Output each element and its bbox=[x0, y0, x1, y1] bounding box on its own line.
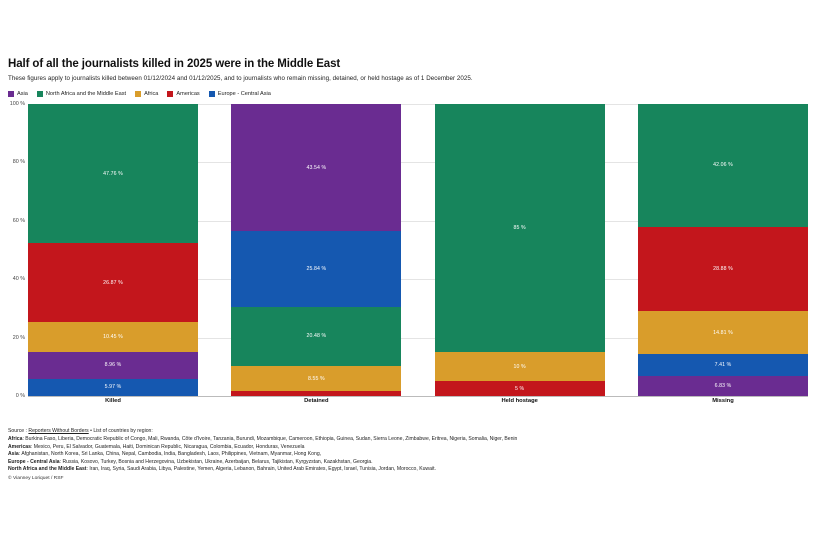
bar-segment[interactable] bbox=[435, 381, 605, 396]
x-axis-labels bbox=[28, 398, 808, 404]
bar-segment[interactable] bbox=[231, 307, 401, 367]
stacked-bar[interactable] bbox=[435, 104, 605, 396]
x-axis-category-label: Killed bbox=[105, 398, 121, 404]
legend-label: Americas bbox=[176, 91, 200, 97]
region-line bbox=[8, 466, 812, 473]
region-countries: : Mexico, Peru, El Salvador, Guatemala, Haiti, Dominican Republic, Nicaragua, Colombia, Ecuador, Honduras, Venezuela bbox=[30, 443, 305, 450]
bar-segment-label: 8.96 % bbox=[104, 362, 122, 369]
bar-segment[interactable] bbox=[28, 104, 198, 243]
bar-segment-label: 10 % bbox=[513, 363, 526, 370]
source-link[interactable]: Reporters Without Borders bbox=[28, 428, 89, 434]
legend-swatch-icon bbox=[135, 91, 141, 97]
bar-segment-label: 28.88 % bbox=[713, 265, 733, 272]
stacked-bar[interactable] bbox=[231, 104, 401, 396]
bar-segment-label: 14.81 % bbox=[713, 329, 733, 336]
bar-segment[interactable] bbox=[28, 352, 198, 378]
legend-label: Asia bbox=[17, 91, 28, 97]
legend-label: North Africa and the Middle East bbox=[45, 91, 127, 97]
y-axis-tick-label: 100 % bbox=[9, 101, 25, 107]
bar-segment[interactable] bbox=[638, 376, 808, 396]
stacked-bar[interactable] bbox=[638, 104, 808, 396]
bar-segment[interactable] bbox=[231, 366, 401, 391]
x-axis-category-label: Detained bbox=[304, 398, 329, 404]
chart-area bbox=[9, 101, 808, 414]
chart-footer bbox=[8, 428, 812, 482]
y-axis bbox=[8, 101, 28, 399]
chart-legend bbox=[8, 89, 812, 99]
region-countries: : Iran, Iraq, Syria, Saudi Arabia, Libya, Palestine, Yemen, Algeria, Lebanon, Bahrain, United Arab Emirates, Egypt, Israel, Tunisia, Jordan, Morocco, Kuwait. bbox=[86, 465, 436, 472]
region-line bbox=[8, 451, 812, 458]
y-axis-tick-label: 0 % bbox=[15, 393, 25, 399]
bar-segment-label: 85 % bbox=[513, 225, 526, 232]
legend-item[interactable] bbox=[135, 91, 158, 97]
legend-item[interactable] bbox=[8, 91, 28, 97]
bar-segment-label: 43.54 % bbox=[306, 164, 327, 171]
bar-segment[interactable] bbox=[28, 322, 198, 353]
legend-label: Europe - Central Asia bbox=[217, 91, 271, 97]
bar-segment-label: 8.55 % bbox=[307, 375, 325, 382]
stacked-bar[interactable] bbox=[28, 104, 198, 396]
region-countries: : Burkina Faso, Liberia, Democratic Republic of Congo, Mali, Rwanda, Côte d'Ivoire, Tanzania, Burundi, Mozambique, Cameroon, Ethiopia, Guinea, Sudan, Sierra Leone, Zimbabwe, Eritrea, Nigeria, Somalia, Niger, Benin bbox=[22, 436, 518, 443]
legend-item[interactable] bbox=[37, 91, 126, 97]
bar-segment-label: 7.41 % bbox=[714, 362, 732, 369]
bar-segment-label: 20.48 % bbox=[306, 333, 327, 340]
bar-segment-label: 10.45 % bbox=[103, 334, 123, 341]
region-country-list bbox=[8, 436, 812, 473]
region-countries: : Afghanistan, North Korea, Sri Lanka, China, Nepal, Cambodia, India, Bangladesh, Laos, Philippines, Vietnam, Myanmar, Hong Kong, bbox=[18, 451, 322, 458]
page-title: Half of all the journalists killed in 2025 were in the Middle East bbox=[8, 58, 341, 70]
bar-segment-label: 42.06 % bbox=[713, 162, 733, 169]
bar-segment[interactable] bbox=[435, 104, 605, 352]
region-name: Asia bbox=[8, 451, 19, 458]
chart-subtitle: These figures apply to journalists killed between 01/12/2024 and 01/12/2025, and to journalists who remain missing, detained, or held hostage as of 1 December 2025. bbox=[8, 75, 473, 82]
bar-segment-label: 25.84 % bbox=[306, 265, 327, 272]
bar-segment[interactable] bbox=[638, 311, 808, 354]
bar-segment[interactable] bbox=[638, 104, 808, 227]
bar-segment[interactable] bbox=[638, 227, 808, 311]
bar-segment[interactable] bbox=[638, 354, 808, 376]
region-line bbox=[8, 459, 812, 466]
region-name: Europe - Central Asia bbox=[8, 458, 60, 465]
region-countries: : Russia, Kosovo, Turkey, Bosnia and Herzegovina, Uzbekistan, Ukraine, Azerbaijan, Belarus, Tajikistan, Kyrgyzstan, Kazakhstan, Georgia. bbox=[59, 458, 373, 465]
legend-swatch-icon bbox=[8, 91, 14, 97]
source-prefix: Source : bbox=[8, 428, 29, 434]
legend-item[interactable] bbox=[167, 91, 199, 97]
plot-bars bbox=[28, 104, 808, 396]
region-name: Americas bbox=[8, 443, 31, 450]
bar-segment[interactable] bbox=[28, 379, 198, 396]
bar-segment-label: 6.83 % bbox=[714, 382, 732, 389]
region-line bbox=[8, 444, 812, 451]
bar-segment-label: 26.87 % bbox=[103, 279, 123, 286]
region-name: Africa bbox=[8, 436, 23, 443]
bar-segment[interactable] bbox=[435, 352, 605, 381]
y-axis-tick-label: 20 % bbox=[12, 334, 25, 341]
source-suffix: • List of countries by region: bbox=[88, 428, 153, 434]
bar-segment[interactable] bbox=[28, 243, 198, 321]
chart-content bbox=[8, 58, 812, 488]
y-axis-tick-label: 60 % bbox=[12, 217, 25, 224]
legend-swatch-icon bbox=[167, 91, 173, 97]
legend-swatch-icon bbox=[209, 91, 215, 97]
x-axis-category-label: Held hostage bbox=[501, 398, 538, 404]
bar-segment-label: 47.76 % bbox=[103, 170, 123, 177]
bar-segment-label: 5.97 % bbox=[104, 384, 122, 391]
legend-swatch-icon bbox=[37, 91, 43, 97]
y-axis-tick-label: 40 % bbox=[12, 276, 25, 283]
bar-segment-label: 5 % bbox=[515, 385, 525, 392]
bar-segment[interactable] bbox=[231, 391, 401, 396]
bar-segment[interactable] bbox=[231, 104, 401, 231]
x-axis-category-label: Missing bbox=[712, 398, 734, 404]
region-line bbox=[8, 436, 812, 443]
gridline bbox=[28, 396, 808, 397]
y-axis-tick-label: 80 % bbox=[12, 159, 25, 166]
source-line bbox=[8, 428, 812, 435]
legend-label: Africa bbox=[144, 91, 159, 97]
region-name: North Africa and the Middle East bbox=[8, 465, 87, 472]
bar-segment[interactable] bbox=[231, 231, 401, 306]
legend-item[interactable] bbox=[209, 91, 271, 97]
credit-line: © Vianney Loriquet / RSF bbox=[8, 476, 64, 482]
